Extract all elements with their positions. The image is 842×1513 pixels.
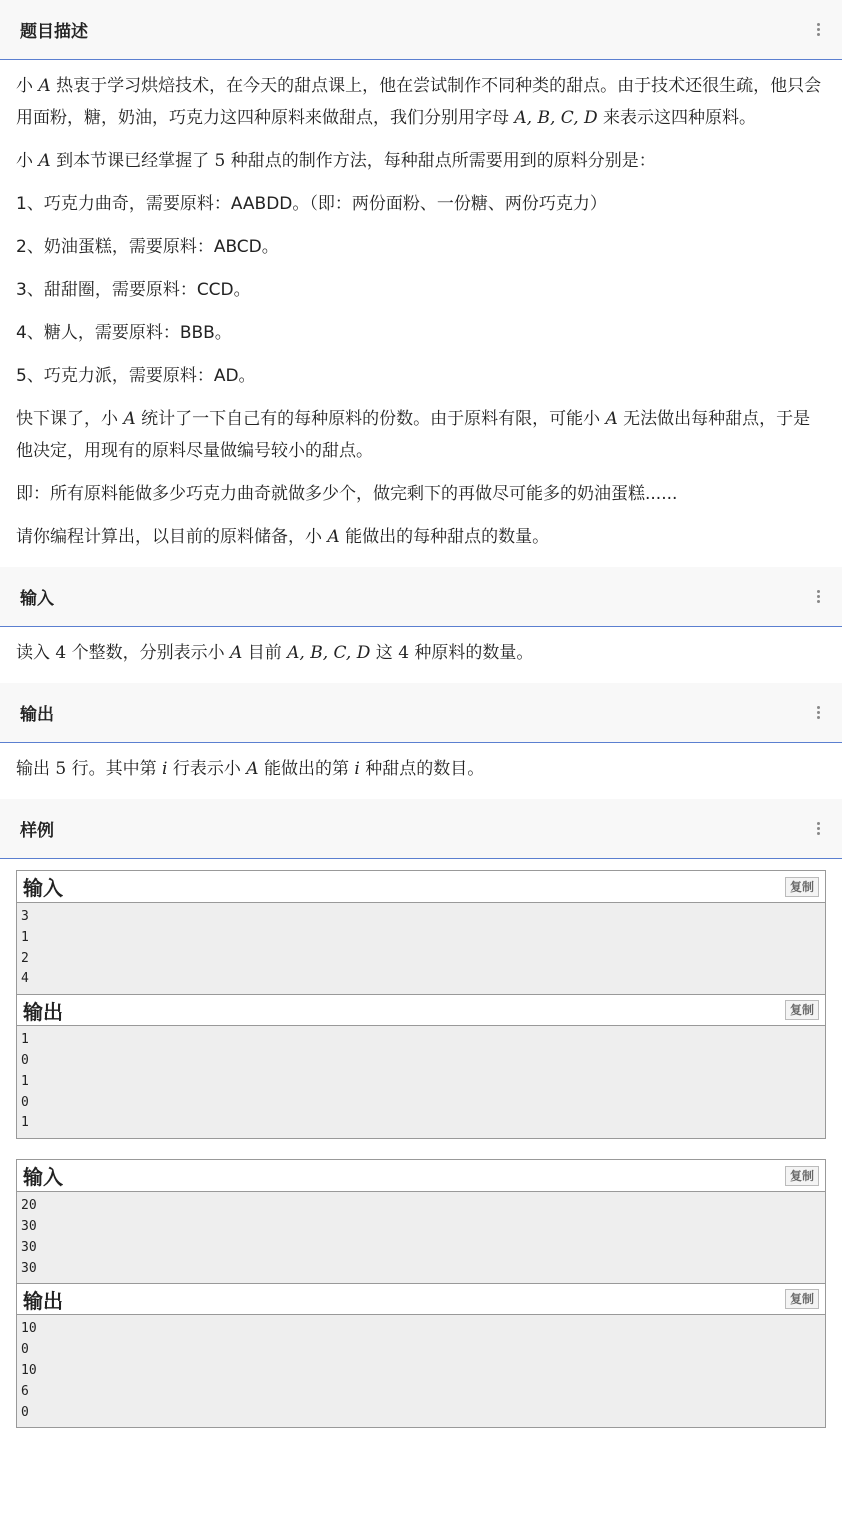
description-paragraph: 小 A 热衷于学习烘焙技术，在今天的甜点课上，他在尝试制作不同种类的甜点。由于技术还很生疏，他只会用面粉，糖，奶油，巧克力这四种原料来做甜点，我们分别用字母 A, B, C, D 来表示这四种原料。 [16, 76, 822, 128]
kebab-menu-icon[interactable] [813, 586, 824, 607]
sample-block [16, 1159, 826, 1428]
sample-output-content: 1 0 1 0 1 [17, 1026, 825, 1138]
section-title-samples: 样例 [20, 821, 54, 841]
sample-input-content: 20 30 30 30 [17, 1192, 825, 1283]
recipe-item: 1、巧克力曲奇，需要原料：AABDD。（即：两份面粉、一份糖、两份巧克力） [16, 194, 607, 214]
sample-input-label: 输入 [23, 1165, 63, 1190]
section-header-input [0, 567, 842, 627]
description-paragraph: 小 A 到本节课已经掌握了 5 种甜点的制作方法，每种甜点所需要用到的原料分别是： [16, 151, 656, 171]
sample-output-label: 输出 [23, 1288, 63, 1313]
copy-button[interactable]: 复制 [785, 1289, 819, 1309]
copy-button[interactable]: 复制 [785, 1000, 819, 1020]
sample-output-content: 10 0 10 6 0 [17, 1315, 825, 1427]
kebab-menu-icon[interactable] [813, 19, 824, 40]
sample-input-content: 3 1 2 4 [17, 903, 825, 994]
section-title-output: 输出 [20, 705, 54, 725]
description-paragraph: 即：所有原料能做多少巧克力曲奇就做多少个，做完剩下的再做尽可能多的奶油蛋糕...... [16, 484, 678, 504]
recipe-item: 4、糖人，需要原料：BBB。 [16, 323, 232, 343]
copy-button[interactable]: 复制 [785, 1166, 819, 1186]
description-body [0, 60, 842, 567]
description-paragraph: 快下课了，小 A 统计了一下自己有的每种原料的份数。由于原料有限，可能小 A 无法做出每种甜点，于是他决定，用现有的原料尽量做编号较小的甜点。 [16, 409, 811, 461]
recipe-item: 5、巧克力派，需要原料：AD。 [16, 366, 256, 386]
sample-input-header [17, 871, 825, 903]
input-description: 读入 4 个整数，分别表示小 A 目前 A, B, C, D 这 4 种原料的数量。 [16, 643, 534, 663]
sample-output-header [17, 1283, 825, 1315]
sample-output-label: 输出 [23, 999, 63, 1024]
recipe-item: 2、奶油蛋糕，需要原料：ABCD。 [16, 237, 279, 257]
sample-input-header [17, 1160, 825, 1192]
samples-container [0, 859, 842, 1428]
kebab-menu-icon[interactable] [813, 818, 824, 839]
output-body [0, 743, 842, 799]
copy-button[interactable]: 复制 [785, 877, 819, 897]
section-title-description: 题目描述 [20, 22, 88, 42]
sample-block [16, 870, 826, 1139]
input-body [0, 627, 842, 683]
kebab-menu-icon[interactable] [813, 702, 824, 723]
sample-input-label: 输入 [23, 876, 63, 900]
recipe-item: 3、甜甜圈，需要原料：CCD。 [16, 280, 251, 300]
section-title-input: 输入 [20, 589, 54, 609]
description-paragraph: 请你编程计算出，以目前的原料储备，小 A 能做出的每种甜点的数量。 [16, 527, 550, 547]
sample-output-header [17, 994, 825, 1026]
section-header-output [0, 683, 842, 743]
section-header-description [0, 0, 842, 60]
output-description: 输出 5 行。其中第 i 行表示小 A 能做出的第 i 种甜点的数目。 [16, 759, 485, 779]
section-header-samples [0, 799, 842, 859]
